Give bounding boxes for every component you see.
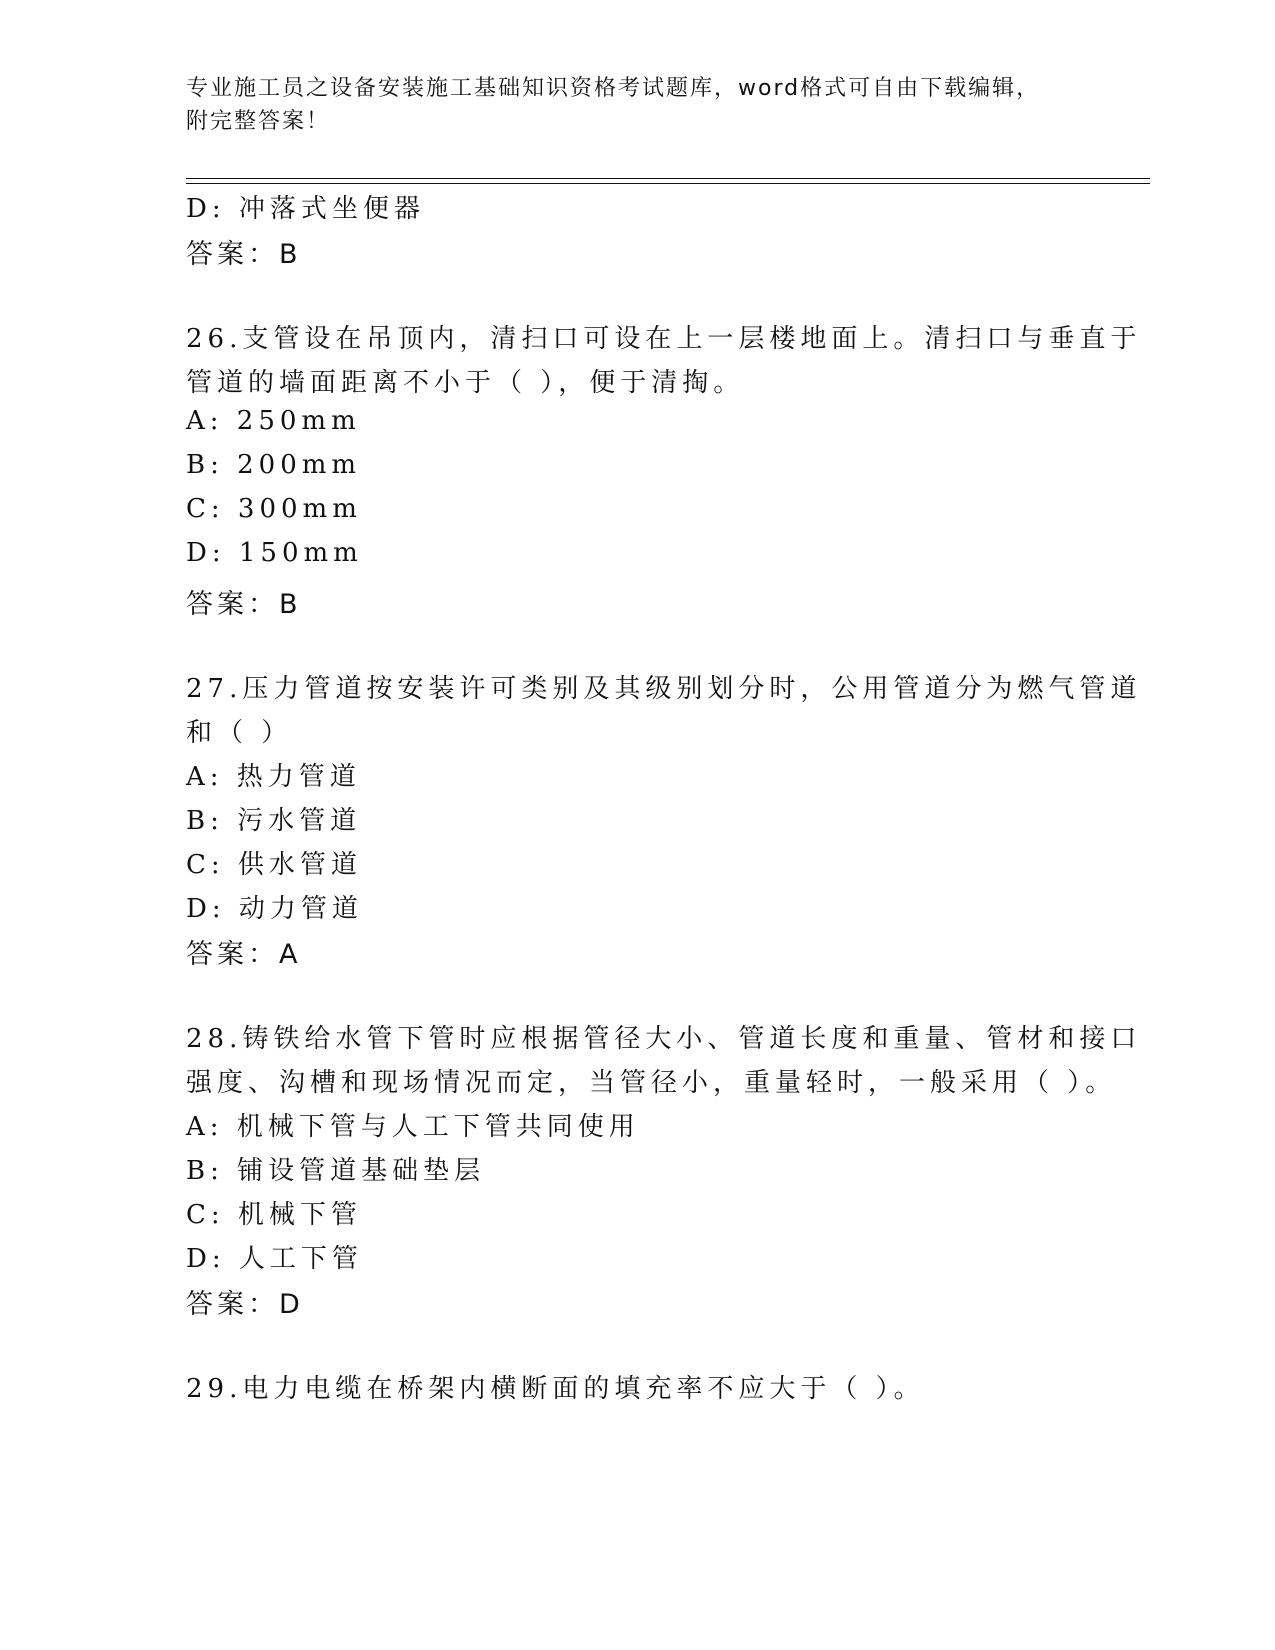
- q26-option-b: B: 200mm: [186, 450, 362, 480]
- q28-option-a: A: 机械下管与人工下管共同使用: [186, 1112, 640, 1142]
- q28-answer: 答案：D: [186, 1289, 304, 1320]
- q26-option-a: A: 250mm: [186, 406, 361, 436]
- q28-stem-line-1: 28.铸铁给水管下管时应根据管径大小、管道长度和重量、管材和接口: [186, 1024, 1142, 1054]
- q26-option-c: C: 300mm: [186, 494, 362, 524]
- q27-stem-line-2: 和（ ）: [186, 718, 293, 748]
- q27-stem-line-1: 27.压力管道按安装许可类别及其级别划分时，公用管道分为燃气管道: [186, 674, 1142, 704]
- q27-option-d: D: 动力管道: [186, 894, 363, 924]
- header-line-2: 附完整答案！: [186, 109, 331, 134]
- header-divider-top: [186, 178, 1150, 179]
- q29-stem-line-1: 29.电力电缆在桥架内横断面的填充率不应大于（ ）。: [186, 1374, 925, 1404]
- document-header: [186, 72, 1066, 138]
- header-line-1: 专业施工员之设备安装施工基础知识资格考试题库，word格式可自由下载编辑，: [186, 76, 1041, 101]
- q26-answer: 答案：B: [186, 589, 302, 620]
- q28-stem-line-2: 强度、沟槽和现场情况而定，当管径小，重量轻时，一般采用（ ）。: [186, 1068, 1117, 1098]
- q27-option-c: C: 供水管道: [186, 850, 362, 880]
- prev-option-d: D: 冲落式坐便器: [186, 194, 425, 224]
- prev-answer: 答案：B: [186, 239, 302, 270]
- q28-option-b: B: 铺设管道基础垫层: [186, 1156, 486, 1186]
- q27-option-a: A: 热力管道: [186, 762, 361, 792]
- q26-stem-line-1: 26.支管设在吊顶内，清扫口可设在上一层楼地面上。清扫口与垂直于: [186, 324, 1142, 354]
- q27-answer: 答案：A: [186, 939, 302, 970]
- q26-option-d: D: 150mm: [186, 538, 363, 568]
- header-divider-bottom: [186, 183, 1150, 184]
- q28-option-c: C: 机械下管: [186, 1200, 362, 1230]
- q27-option-b: B: 污水管道: [186, 806, 362, 836]
- q26-stem-line-2: 管道的墙面距离不小于（ ），便于清掏。: [186, 368, 745, 398]
- q28-option-d: D: 人工下管: [186, 1244, 363, 1274]
